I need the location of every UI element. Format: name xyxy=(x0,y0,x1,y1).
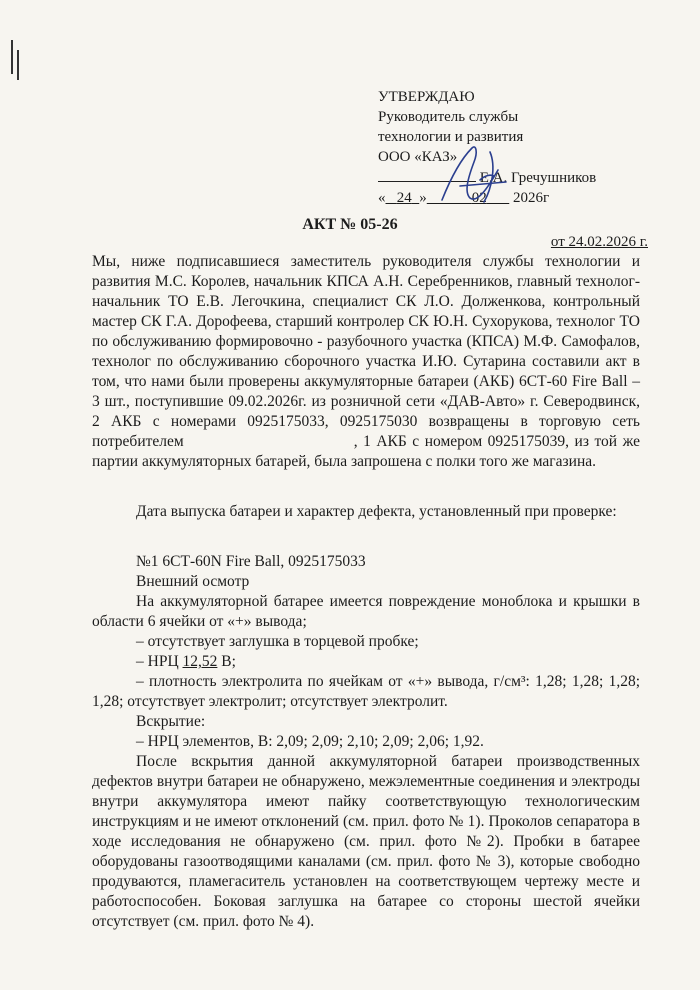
approval-signer-name: Е.А. Гречушников xyxy=(479,170,597,186)
intro-paragraph xyxy=(92,252,640,472)
date-year: 2026г xyxy=(513,190,550,206)
opening-label: Вскрытие: xyxy=(136,713,206,730)
act-body xyxy=(92,252,640,932)
battery-id: №1 6СТ-60N Fire Ball, 0925175033 xyxy=(136,553,366,570)
approval-organization: ООО «КАЗ» xyxy=(378,149,458,165)
intro-tail: , 1 АКБ с номером 0925175039, из той же партии аккумуляторных батарей, была запрошена с полки того же магазина. xyxy=(92,433,640,470)
act-title: АКТ № 05-26 xyxy=(302,216,398,233)
electrolyte-density: – плотность электролита по ячейкам от «+» вывода, г/см³: 1,28; 1,28; 1,28; 1,28; отсутствует электролит; отсутствует электролит. xyxy=(92,673,640,710)
cell-voltage: – НРЦ элементов, В: 2,09; 2,09; 2,10; 2,09; 2,06; 1,92. xyxy=(136,733,484,750)
act-date: от 24.02.2026 г. xyxy=(550,234,648,250)
approval-position-line1: Руководитель службы xyxy=(378,109,519,125)
nrc-line: – НРЦ 12,52 В; xyxy=(136,653,236,670)
damage-description: На аккумуляторной батарее имеется повреждение моноблока и крышки в области 6 ячейки от «+» вывода; xyxy=(92,593,640,630)
intro-text: Мы, ниже подписавшиеся заместитель руководителя службы технологии и развития М.С. Королев, начальник КПСА А.Н. Серебренников, главный технолог-начальник ТО Е.В. Легочкина, специалист СК Л.О. Долженкова, контрольный мастер СК Г.А. Дорофеева, старший контролер СК Ю.Н. Сухорукова, технолог ТО по обслуживанию формировочно - разубочного участка (КПСА) М.Ф. Самофалов, технолог по обслуживанию сборочного участка И.Ю. Сутарина составили акт в том, что нами были проверены аккумуляторные батареи (АКБ) 6СТ-60 Fire Ball – 3 шт., поступившие 09.02.2026г. из розничной сети «ДАВ-Авто» г. Северодвинск, 2 АКБ с номерами 0925175033, 0925175030 возвращены в торговую сеть потребителем xyxy=(92,253,640,450)
date-close-quote: » xyxy=(419,190,427,206)
visual-inspection-label: Внешний осмотр xyxy=(136,573,250,590)
defect-heading: Дата выпуска батареи и характер дефекта, установленный при проверке: xyxy=(136,503,617,520)
approval-position-line2: технологии и развития xyxy=(378,129,524,145)
date-month: 02 xyxy=(471,190,487,206)
handwritten-signature xyxy=(420,140,530,210)
approval-title: УТВЕРЖДАЮ xyxy=(378,89,475,105)
date-day: 24 xyxy=(396,190,412,206)
plug-missing: – отсутствует заглушка в торцевой пробке; xyxy=(136,633,419,650)
conclusion-paragraph: После вскрытия данной аккумуляторной батареи производственных дефектов внутри батареи не обнаружено, межэлементные соединения и электроды внутри аккумулятора имеют пайку соответствующую технологическим инструкциям и не имеют отклонений (см. прил. фото № 1). Проколов сепаратора в ходе исследования не обнаружено (см. прил. фото №2). Пробки в батарее оборудованы газоотводящими каналами (см. прил. фото № 3), которые свободно продуваются, пламегаситель установлен на соответствующем чертежу месте и работоспособен. Боковая заглушка на батарее со стороны шестой ячейки отсутствует (см. прил. фото № 4). xyxy=(92,753,640,930)
nrc-value: 12,52 xyxy=(182,653,218,670)
date-open-quote: « xyxy=(378,190,386,206)
margin-mark xyxy=(8,40,22,80)
